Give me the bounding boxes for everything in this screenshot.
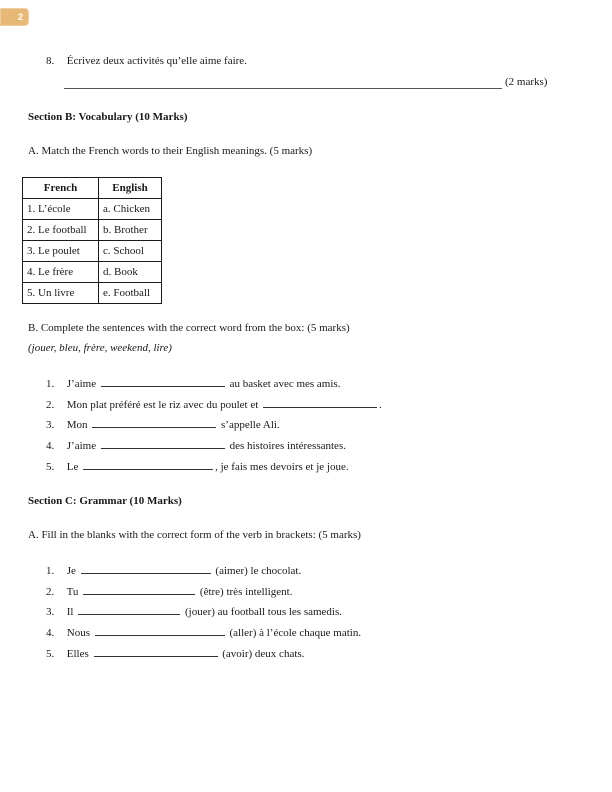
fill-item-b5 — [46, 460, 349, 474]
table-row — [23, 283, 162, 304]
item-after: (avoir) deux chats. — [222, 648, 305, 660]
item-after: (aller) à l’école chaque matin. — [229, 627, 362, 639]
item-before: Il — [66, 606, 74, 618]
answer-blank[interactable] — [83, 460, 213, 470]
item-number: 1. — [46, 378, 55, 390]
section-b-part-a-instruction: A. Match the French words to their English meanings. (5 marks) — [28, 145, 313, 157]
item-before: Je — [66, 565, 76, 577]
answer-blank[interactable] — [101, 439, 225, 449]
answer-blank[interactable] — [78, 605, 180, 615]
answer-blank[interactable] — [83, 585, 195, 595]
page-number-badge: 2 — [0, 8, 29, 26]
item-number: 1. — [46, 565, 55, 577]
header-english: English — [99, 178, 162, 199]
item-after: (jouer) au football tous les samedis. — [184, 606, 343, 618]
section-c-title: Section C: Grammar (10 Marks) — [28, 495, 182, 507]
q8-marks: (2 marks) — [505, 76, 548, 88]
answer-line-q8[interactable] — [64, 88, 502, 89]
item-before: Mon plat préféré est le riz avec du poulet et — [66, 399, 259, 411]
header-french: French — [23, 178, 99, 199]
item-number: 5. — [46, 648, 55, 660]
table-row — [23, 241, 162, 262]
verb-item-c2 — [46, 585, 292, 599]
english-meaning: a. Chicken — [99, 199, 162, 220]
item-before: Mon — [66, 419, 88, 431]
english-meaning: e. Football — [99, 283, 162, 304]
english-meaning: d. Book — [99, 262, 162, 283]
french-word: 5. Un livre — [23, 283, 99, 304]
table-row — [23, 199, 162, 220]
verb-item-c5 — [46, 647, 304, 661]
item-before: Nous — [66, 627, 90, 639]
fill-item-b1 — [46, 377, 340, 391]
item-before: Tu — [66, 586, 79, 598]
english-meaning: b. Brother — [99, 220, 162, 241]
french-word: 4. Le frère — [23, 262, 99, 283]
answer-blank[interactable] — [94, 647, 218, 657]
item-after: au basket avec mes amis. — [229, 378, 341, 390]
table-header-row — [23, 178, 162, 199]
answer-blank[interactable] — [101, 377, 225, 387]
item-before: Le — [66, 461, 79, 473]
table-row — [23, 262, 162, 283]
verb-item-c4 — [46, 626, 361, 640]
item-after: , je fais mes devoirs et je joue. — [215, 461, 349, 473]
item-after: (être) très intelligent. — [199, 586, 293, 598]
answer-blank[interactable] — [95, 626, 225, 636]
french-word: 3. Le poulet — [23, 241, 99, 262]
item-after: s’appelle Ali. — [221, 419, 280, 431]
item-number: 4. — [46, 627, 55, 639]
fill-item-b4 — [46, 439, 346, 453]
item-before: Elles — [66, 648, 89, 660]
item-number: 5. — [46, 461, 55, 473]
section-b-part-b-instruction: B. Complete the sentences with the correct word from the box: (5 marks) — [28, 322, 350, 334]
answer-blank[interactable] — [263, 398, 377, 408]
item-number: 3. — [46, 606, 55, 618]
english-meaning: c. School — [99, 241, 162, 262]
item-after: (aimer) le chocolat. — [215, 565, 302, 577]
french-word: 1. L’école — [23, 199, 99, 220]
item-before: J’aime — [66, 378, 97, 390]
table-row — [23, 220, 162, 241]
answer-blank[interactable] — [92, 418, 216, 428]
section-c-part-a-instruction: A. Fill in the blanks with the correct form of the verb in brackets: (5 marks) — [28, 529, 361, 541]
fill-item-b3 — [46, 418, 280, 432]
fill-item-b2 — [46, 398, 382, 412]
item-number: 3. — [46, 419, 55, 431]
item-after: des histoires intéressantes. — [229, 440, 346, 452]
item-number: 2. — [46, 586, 55, 598]
item-before: J’aime — [66, 440, 97, 452]
section-b-title: Section B: Vocabulary (10 Marks) — [28, 111, 188, 123]
answer-blank[interactable] — [81, 564, 211, 574]
question-8 — [46, 55, 247, 68]
french-word: 2. Le football — [23, 220, 99, 241]
item-after: . — [379, 399, 382, 411]
item-number: 4. — [46, 440, 55, 452]
verb-item-c1 — [46, 564, 301, 578]
word-box: (jouer, bleu, frère, weekend, lire) — [28, 342, 172, 354]
vocabulary-match-table — [22, 177, 162, 304]
item-number: 2. — [46, 399, 55, 411]
question-number: 8. — [46, 55, 55, 67]
question-text: Écrivez deux activités qu’elle aime faire. — [66, 55, 247, 67]
verb-item-c3 — [46, 605, 342, 619]
